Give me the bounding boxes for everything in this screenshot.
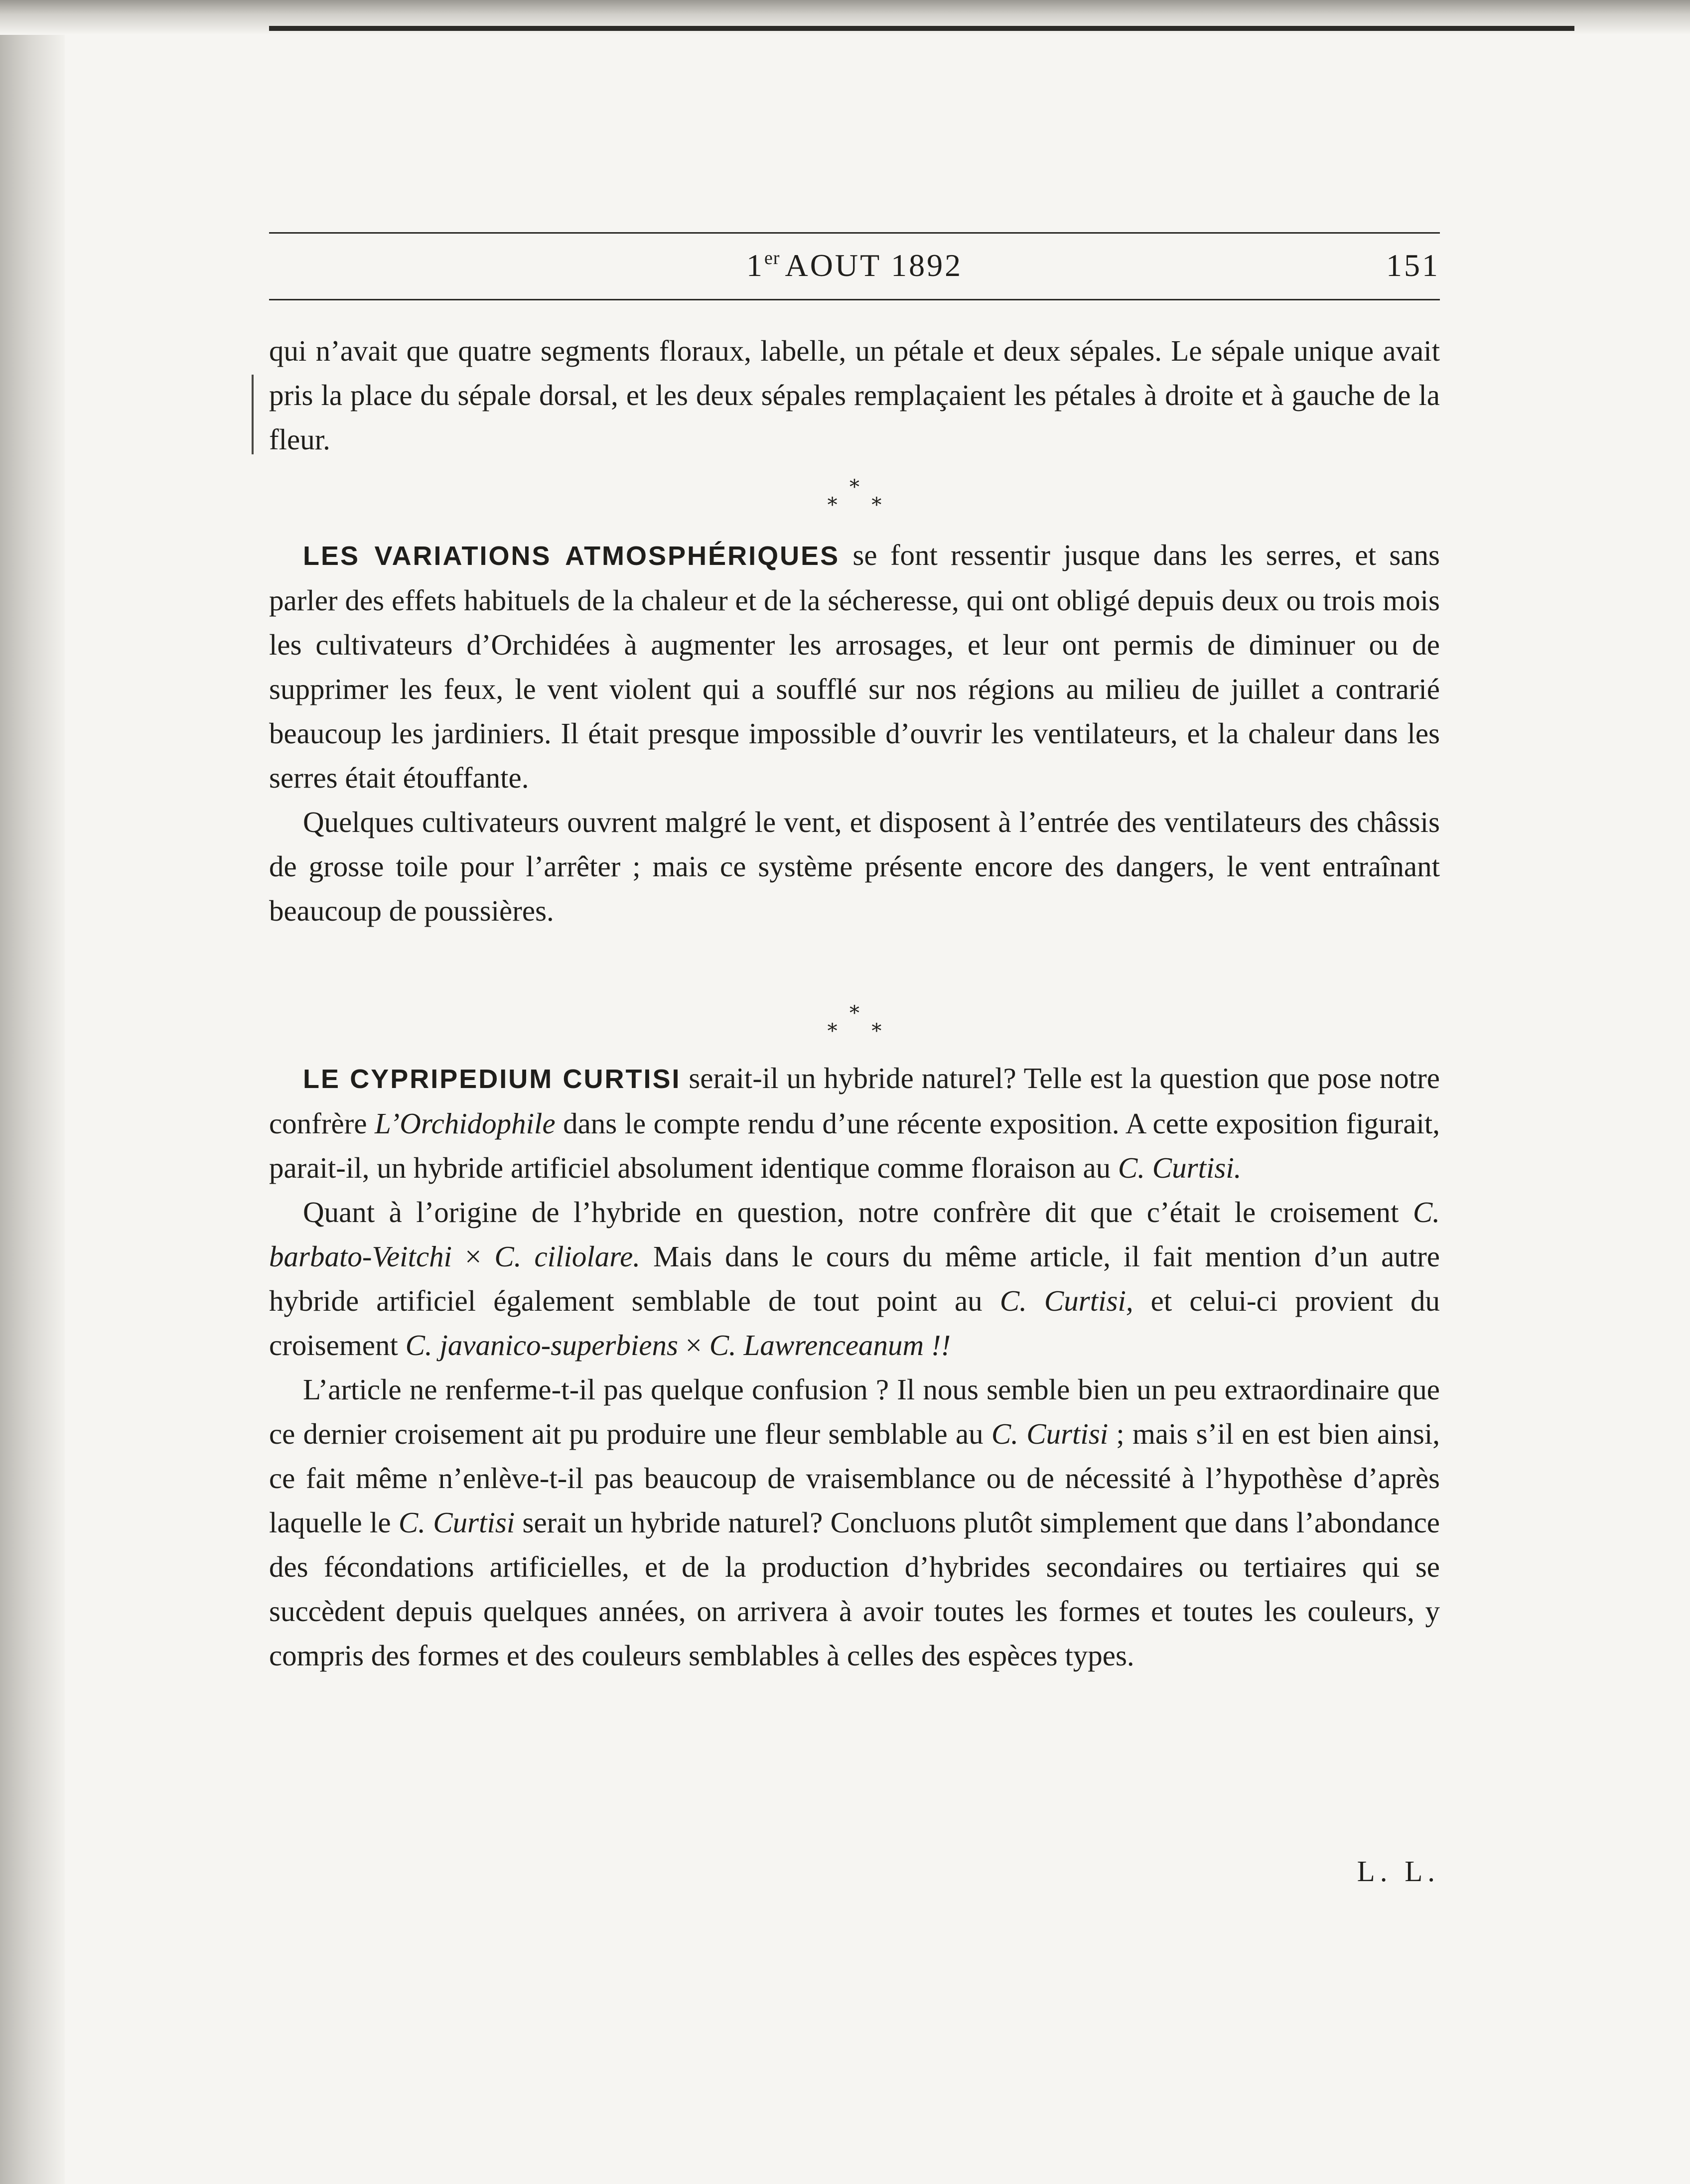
paragraph-6: L’article ne renferme-t-il pas quelque confusion ? Il nous semble bien un peu extraordinaire que ce dernier croisement ait pu produire une fleur semblable au C. Curtisi ; mais s’il en est bien ainsi, ce fait même n’enlève-t-il pas beaucoup de vraisemblance ou de nécessité à l’hypothèse d’après laquelle le C. Curtisi serait un hybride naturel? Concluons plutôt simplement que dans l’abondance des fécondations artificielles, et de la production d’hybrides secondaires ou tertiaires qui se succèdent depuis quelques années, on arrivera à avoir toutes les formes et toutes les couleurs, y compris des formes et des couleurs semblables à celles des espèces types. <box>269 1373 1440 1672</box>
asterism-2: * * * <box>827 1002 896 1043</box>
scan-top-border <box>269 26 1574 31</box>
paragraph-1: qui n’avait que quatre segments floraux, labelle, un pétale et deux sépales. Le sépale unique avait pris la place du sépale dorsal, et les deux sépales remplaçaient les pétales à droite et à gauche de la fleur. <box>269 334 1440 456</box>
header-rule-top <box>269 232 1440 234</box>
paragraph-3: Quelques cultivateurs ouvrent malgré le vent, et disposent à l’entrée des ventilateurs des châssis de grosse toile pour l’arrêter ; mais ce système présente encore des dangers, le vent entraînant beaucoup de poussières. <box>269 806 1440 927</box>
paragraph-2: LES VARIATIONS ATMOSPHÉRIQUES se font ressentir jusque dans les serres, et sans parler des effets habituels de la chaleur et de la sécheresse, qui ont obligé depuis deux ou trois mois les cultivateurs d’Orchidées à augmenter les arrosages, et leur ont permis de diminuer ou de supprimer les feux, le vent violent qui a soufflé sur nos régions au milieu de juillet a contrarié beaucoup les jardiniers. Il était presque impossible d’ouvrir les ventilateurs, et la chaleur dans les serres était étouffante. <box>269 539 1440 794</box>
page-number: 151 <box>1386 248 1440 283</box>
header-rule-bottom <box>269 299 1440 300</box>
header-date: 1er AOUT 1892 <box>746 248 963 283</box>
section-cypripedium <box>269 1056 1440 1678</box>
asterism-1: * * * <box>827 476 896 517</box>
running-head <box>269 240 1440 290</box>
paragraph-4: LE CYPRIPEDIUM CURTISI serait-il un hybride naturel? Telle est la question que pose notre confrère L’Orchidophile dans le compte rendu d’une récente exposition. A cette exposition figurait, parait-il, un hybride artificiel absolument identique comme floraison au C. Curtisi. <box>269 1062 1440 1184</box>
section-variations <box>269 533 1440 933</box>
margin-pencil-mark <box>252 375 254 454</box>
page-binding-shadow <box>0 0 65 2184</box>
section-heading-cypripedium: LE CYPRIPEDIUM CURTISI <box>303 1064 681 1094</box>
paragraph-continued <box>269 329 1440 462</box>
section-heading-variations: LES VARIATIONS ATMOSPHÉRIQUES <box>303 541 840 571</box>
signature: L. L. <box>1357 1855 1440 1888</box>
paragraph-5: Quant à l’origine de l’hybride en question, notre confrère dit que c’était le croisement C. barbato-Veitchi × C. ciliolare. Mais dans le cours du même article, il fait mention d’un autre hybride artificiel également semblable de tout point au C. Curtisi, et celui-ci provient du croisement C. javanico-superbiens × C. Lawrenceanum !! <box>269 1196 1440 1362</box>
